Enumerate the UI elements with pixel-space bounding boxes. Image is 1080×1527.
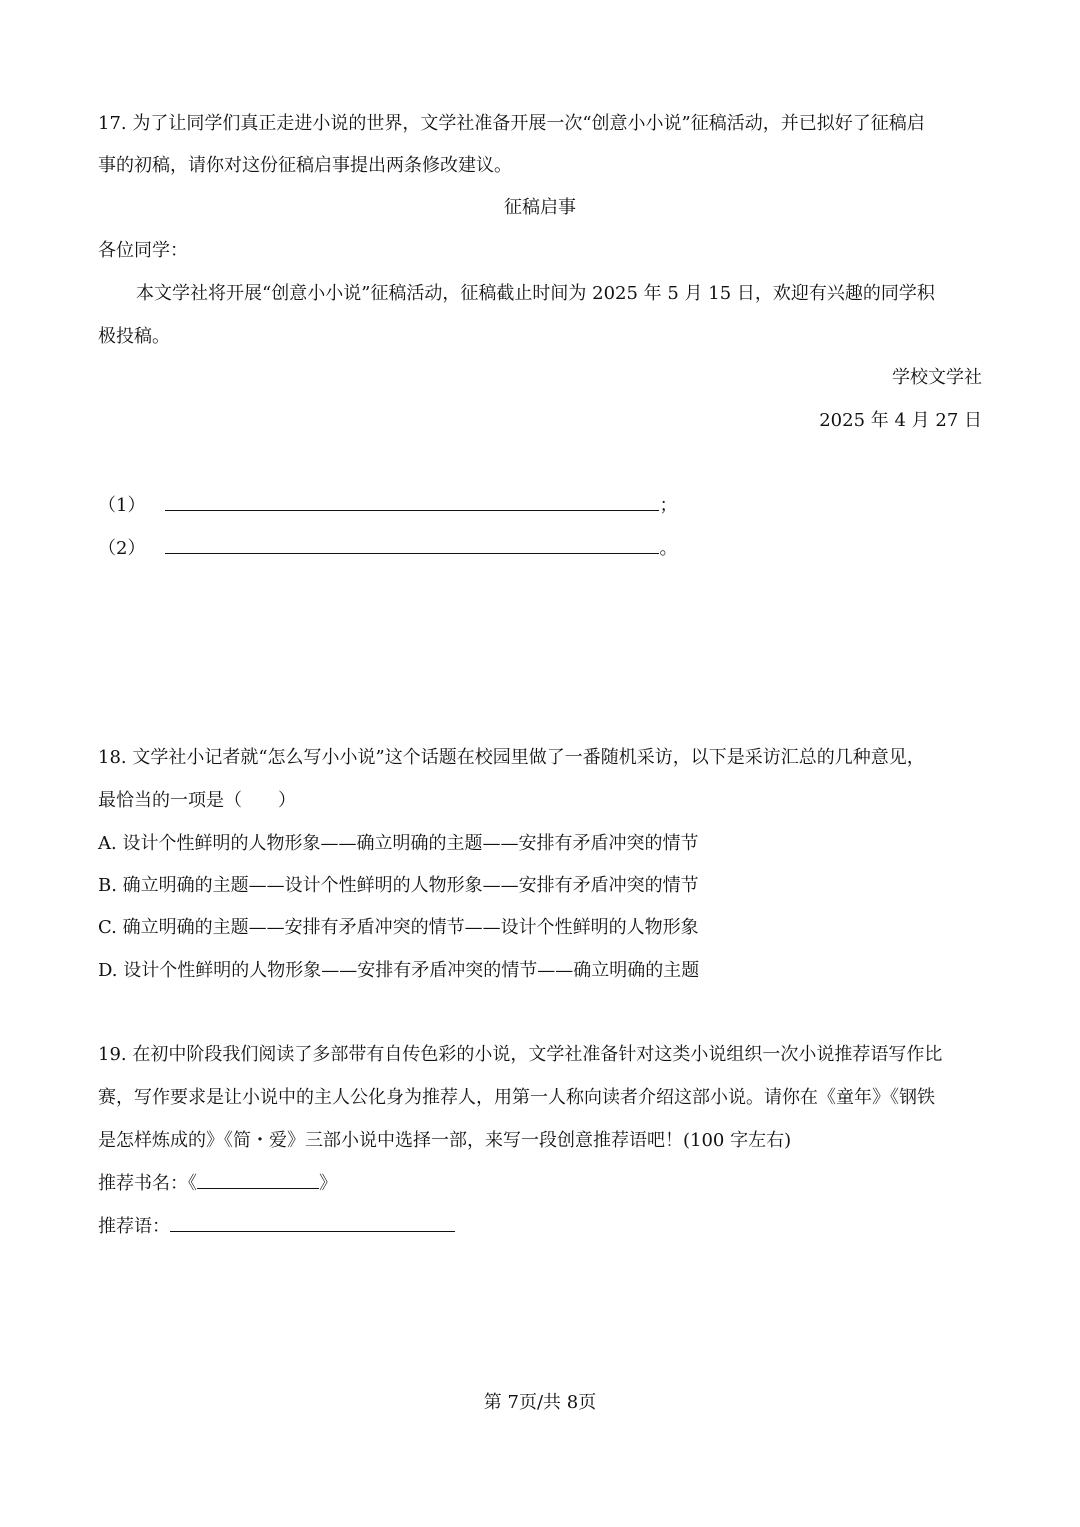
notice-signature: 学校文学社 xyxy=(892,367,982,388)
q17-answer-2 xyxy=(98,533,982,564)
recommend-book-label: 推荐书名：《 xyxy=(98,1173,197,1194)
q18-stem-line-2: 最恰当的一项是（ ） xyxy=(98,790,296,811)
recommend-book-row xyxy=(98,1168,982,1199)
q19-stem-line-3: 是怎样炼成的》《简・爱》三部小说中选择一部，来写一段创意推荐语吧！(100 字左右) xyxy=(98,1130,792,1151)
answer-1-blank[interactable] xyxy=(165,490,659,511)
notice-date: 2025 年 4 月 27 日 xyxy=(819,410,982,431)
recommend-text-label: 推荐语： xyxy=(98,1216,170,1237)
q18-option-c[interactable]: C. 确立明确的主题——安排有矛盾冲突的情节——设计个性鲜明的人物形象 xyxy=(98,917,699,938)
notice-title: 征稿启事 xyxy=(504,197,576,218)
notice-salutation: 各位同学： xyxy=(98,240,188,261)
answer-2-blank[interactable] xyxy=(165,533,659,554)
q19-stem-line-1: 19. 在初中阶段我们阅读了多部带有自传色彩的小说，文学社准备针对这类小说组织一次小说推荐语写作比 xyxy=(98,1044,943,1065)
recommend-text-blank[interactable] xyxy=(170,1211,455,1232)
q17-answer-1 xyxy=(98,490,982,521)
notice-body-line-1: 本文学社将开展“创意小小说”征稿活动，征稿截止时间为 2025 年 5 月 15 日，欢迎有兴趣的同学积 xyxy=(136,283,935,304)
recommend-book-blank[interactable] xyxy=(197,1168,319,1189)
q18-option-a[interactable]: A. 设计个性鲜明的人物形象——确立明确的主题——安排有矛盾冲突的情节 xyxy=(98,833,699,854)
q18-stem-line-1: 18. 文学社小记者就“怎么写小小说”这个话题在校园里做了一番随机采访，以下是采访汇总的几种意见， xyxy=(98,747,925,768)
q17-stem-line-2: 事的初稿，请你对这份征稿启事提出两条修改建议。 xyxy=(98,155,512,176)
answer-1-end: ； xyxy=(659,495,678,516)
q19-stem-line-2: 赛，写作要求是让小说中的主人公化身为推荐人，用第一人称向读者介绍这部小说。请你在《童年》《钢铁 xyxy=(98,1087,935,1108)
recommend-text-row xyxy=(98,1211,982,1242)
q18-option-d[interactable]: D. 设计个性鲜明的人物形象——安排有矛盾冲突的情节——确立明确的主题 xyxy=(98,960,700,981)
answer-2-label: （2） xyxy=(98,538,146,559)
q18-option-b[interactable]: B. 确立明确的主题——设计个性鲜明的人物形象——安排有矛盾冲突的情节 xyxy=(98,875,699,896)
recommend-book-end: 》 xyxy=(319,1173,337,1194)
answer-2-end: 。 xyxy=(659,538,678,559)
q17-stem-line-1: 17. 为了让同学们真正走进小说的世界，文学社准备开展一次“创意小小说”征稿活动，并已拟好了征稿启 xyxy=(98,113,925,134)
notice-body-line-2: 极投稿。 xyxy=(98,326,170,347)
answer-1-label: （1） xyxy=(98,495,146,516)
page-footer: 第 7页/共 8页 xyxy=(483,1392,597,1413)
